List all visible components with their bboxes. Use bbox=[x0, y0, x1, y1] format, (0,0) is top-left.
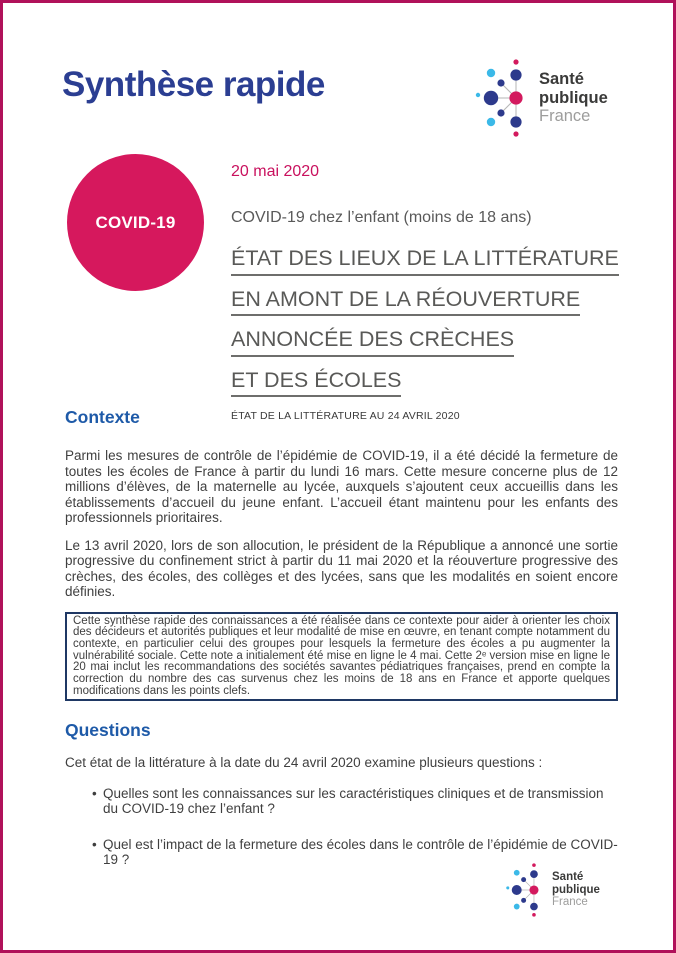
hero-title-line-2: EN AMONT DE LA RÉOUVERTURE bbox=[231, 288, 580, 317]
hero-subtitle: COVID-19 chez l’enfant (moins de 18 ans) bbox=[231, 209, 532, 226]
logo-wordmark bbox=[552, 871, 600, 910]
covid-badge-label: COVID-19 bbox=[95, 212, 176, 232]
sante-publique-france-logo-icon bbox=[505, 861, 545, 919]
sante-publique-france-logo-footer bbox=[505, 861, 600, 919]
question-item-1-text: Quelles sont les connaissances sur les caractéristiques cliniques et de transmission du COVID-19 chez l’enfant ? bbox=[103, 785, 604, 817]
hero-title-line-4: ET DES ÉCOLES bbox=[231, 369, 401, 398]
logo-text-publique: publique bbox=[552, 883, 600, 896]
page-title: Synthèse rapide bbox=[62, 65, 325, 104]
hero-title bbox=[231, 247, 636, 397]
hero-subnote: ÉTAT DE LA LITTÉRATURE AU 24 AVRIL 2020 bbox=[231, 410, 460, 423]
sante-publique-france-logo bbox=[474, 56, 608, 140]
section-heading-questions: Questions bbox=[65, 720, 151, 741]
main-content bbox=[65, 407, 618, 888]
question-item-2-text: Quel est l’impact de la fermeture des écoles dans le contrôle de l’épidémie de COVID-19 ? bbox=[103, 836, 618, 868]
sante-publique-france-logo-icon bbox=[474, 56, 532, 140]
hero-block bbox=[231, 163, 636, 422]
bullet-icon: • bbox=[92, 785, 97, 801]
hero-title-line-3: ANNONCÉE DES CRÈCHES bbox=[231, 328, 514, 357]
hero-title-line-1: ÉTAT DES LIEUX DE LA LITTÉRATURE bbox=[231, 247, 619, 276]
bullet-icon: • bbox=[92, 836, 97, 852]
logo-text-sante: Santé bbox=[539, 70, 584, 89]
note-box: Cette synthèse rapide des connaissances a été réalisée dans ce contexte pour aider à orienter les choix des décideurs et autorités publiques et leur modalité de mise en œuvre, en tenant compte notamment du contexte, en particulier celui des groupes pour lesquels la fermeture des écoles a pu augmenter la vulnérabilité sociale. Cette note a initialement été mise en ligne le 4 mai. Cette 2ᵉ version mise en ligne le 20 mai inclut les recommandations des sociétés savantes pédiatriques françaises, prend en compte la correction du nombre des cas survenus chez les moins de 18 ans en France et apporte quelques modifications dans les points clefs. bbox=[65, 612, 618, 702]
logo-text-france: France bbox=[552, 896, 588, 909]
logo-wordmark bbox=[539, 70, 608, 125]
questions-intro: Cet état de la littérature à la date du 24 avril 2020 examine plusieurs questions : bbox=[65, 755, 543, 771]
logo-text-publique: publique bbox=[539, 88, 608, 107]
publication-date: 20 mai 2020 bbox=[231, 163, 320, 180]
logo-text-france: France bbox=[539, 107, 591, 126]
contexte-paragraph-1: Parmi les mesures de contrôle de l’épidémie de COVID-19, il a été décidé la fermeture de toutes les écoles de France à partir du lundi 16 mars. Cette mesure concerne plus de 12 millions d’élèves, de la maternelle au lycée, auxquels s’ajoutent ceux accueillis dans les établissements d’accueil du jeune enfant. L’accueil étant maintenu pour les enfants des professionnels prioritaires. bbox=[65, 448, 618, 525]
covid-badge bbox=[67, 154, 204, 291]
section-heading-contexte: Contexte bbox=[65, 407, 140, 427]
contexte-paragraph-2: Le 13 avril 2020, lors de son allocution, le président de la République a annoncé une sortie progressive du confinement strict à partir du 11 mai 2020 et la réouverture progressive des crèches, des écoles, des collèges et des lycées, sans que les modalités en soient encore définies. bbox=[65, 537, 618, 599]
question-item-1 bbox=[65, 786, 618, 817]
logo-text-sante: Santé bbox=[552, 870, 584, 883]
